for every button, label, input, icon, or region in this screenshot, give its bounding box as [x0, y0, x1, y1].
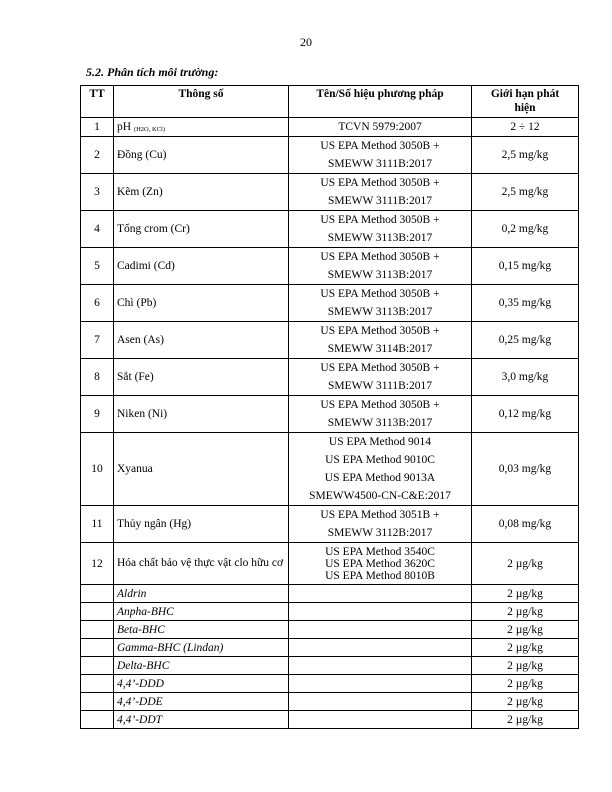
method-cell — [289, 211, 472, 248]
page-number: 20 — [300, 35, 312, 49]
header-limit-line: Giới hạn phát — [490, 88, 560, 100]
table-row — [81, 322, 579, 359]
method-line: US EPA Method 3540C — [325, 545, 435, 558]
sub-parameter-name: Aldrin — [114, 585, 289, 603]
row-number: 2 — [81, 137, 114, 174]
sub-row — [81, 675, 579, 693]
limit-cell: 0,03 mg/kg — [472, 433, 579, 506]
empty-cell — [289, 585, 472, 603]
table-row — [81, 396, 579, 433]
analysis-table — [80, 85, 579, 729]
method-line: US EPA Method 9014 — [328, 436, 432, 448]
table-row — [81, 543, 579, 585]
table-row — [81, 359, 579, 396]
sub-parameter-name: Delta-BHC — [114, 657, 289, 675]
method-line: SMEWW 3114B:2017 — [327, 343, 433, 355]
method-cell — [289, 359, 472, 396]
method-line: SMEWW4500-CN-C&E:2017 — [309, 490, 451, 502]
sub-parameter-name: 4,4’-DDE — [114, 693, 289, 711]
table-row — [81, 285, 579, 322]
method-line: US EPA Method 3050B + — [320, 177, 440, 189]
limit-cell: 0,08 mg/kg — [472, 506, 579, 543]
empty-cell — [289, 675, 472, 693]
parameter-subscript: (H2O, KCl) — [133, 126, 165, 133]
parameter-name: Xyanua — [114, 433, 289, 506]
limit-cell: 2 µg/kg — [472, 711, 579, 729]
method-line: US EPA Method 3050B + — [320, 140, 440, 152]
table-row — [81, 433, 579, 506]
method-line: US EPA Method 3050B + — [320, 288, 440, 300]
method-cell — [289, 118, 472, 137]
parameter-name: Đồng (Cu) — [114, 137, 289, 174]
empty-cell — [81, 585, 114, 603]
parameter-name: Kẽm (Zn) — [114, 174, 289, 211]
limit-cell: 3,0 mg/kg — [472, 359, 579, 396]
limit-cell: 2 µg/kg — [472, 657, 579, 675]
table-row — [81, 506, 579, 543]
row-number: 4 — [81, 211, 114, 248]
empty-cell — [289, 693, 472, 711]
method-line: US EPA Method 9010C — [325, 454, 435, 466]
method-cell — [289, 506, 472, 543]
method-line: US EPA Method 3050B + — [320, 399, 440, 411]
method-cell — [289, 137, 472, 174]
method-line: TCVN 5979:2007 — [338, 121, 422, 133]
method-line: US EPA Method 3051B + — [320, 509, 440, 521]
parameter-name: Chì (Pb) — [114, 285, 289, 322]
empty-cell — [81, 639, 114, 657]
limit-cell: 2 µg/kg — [472, 621, 579, 639]
table-row — [81, 248, 579, 285]
method-cell — [289, 543, 472, 585]
sub-row — [81, 621, 579, 639]
row-number: 11 — [81, 506, 114, 543]
method-cell — [289, 248, 472, 285]
method-line: US EPA Method 3050B + — [320, 251, 440, 263]
method-line: SMEWW 3111B:2017 — [327, 195, 433, 207]
parameter-name: Cadimi (Cd) — [114, 248, 289, 285]
row-number: 10 — [81, 433, 114, 506]
row-number: 12 — [81, 543, 114, 585]
row-number: 7 — [81, 322, 114, 359]
method-line: US EPA Method 3050B + — [320, 362, 440, 374]
empty-cell — [81, 711, 114, 729]
limit-cell: 0,2 mg/kg — [472, 211, 579, 248]
limit-cell: 2 µg/kg — [472, 675, 579, 693]
method-cell — [289, 396, 472, 433]
method-line: SMEWW 3113B:2017 — [327, 269, 433, 281]
parameter-name: Niken (Ni) — [114, 396, 289, 433]
header-method: Tên/Số hiệu phương pháp — [289, 86, 472, 118]
empty-cell — [81, 621, 114, 639]
parameter-name: Tổng crom (Cr) — [114, 211, 289, 248]
table-row — [81, 174, 579, 211]
limit-cell: 2,5 mg/kg — [472, 174, 579, 211]
limit-cell: 0,12 mg/kg — [472, 396, 579, 433]
limit-cell: 2 ÷ 12 — [472, 118, 579, 137]
row-number: 5 — [81, 248, 114, 285]
limit-cell: 2,5 mg/kg — [472, 137, 579, 174]
header-limit — [472, 86, 579, 118]
row-number: 9 — [81, 396, 114, 433]
row-number: 8 — [81, 359, 114, 396]
method-line: US EPA Method 9013A — [324, 472, 436, 484]
empty-cell — [289, 639, 472, 657]
parameter-name: pH — [117, 121, 132, 133]
parameter-name: Thủy ngân (Hg) — [114, 506, 289, 543]
method-line: SMEWW 3113B:2017 — [327, 417, 433, 429]
method-line: SMEWW 3112B:2017 — [327, 527, 433, 539]
method-cell — [289, 322, 472, 359]
sub-parameter-name: 4,4’-DDD — [114, 675, 289, 693]
method-line: SMEWW 3111B:2017 — [327, 380, 433, 392]
method-cell — [289, 174, 472, 211]
sub-row — [81, 639, 579, 657]
method-line: US EPA Method 8010B — [325, 569, 435, 582]
limit-cell: 0,35 mg/kg — [472, 285, 579, 322]
sub-parameter-name: Gamma-BHC (Lindan) — [114, 639, 289, 657]
row-number: 3 — [81, 174, 114, 211]
sub-row — [81, 711, 579, 729]
sub-row — [81, 585, 579, 603]
sub-parameter-name: Beta-BHC — [114, 621, 289, 639]
empty-cell — [81, 603, 114, 621]
limit-cell: 2 µg/kg — [472, 603, 579, 621]
empty-cell — [81, 657, 114, 675]
empty-cell — [289, 657, 472, 675]
method-line: US EPA Method 3620C — [325, 557, 435, 570]
section-title: 5.2. Phân tích môi trường: — [86, 65, 219, 79]
method-line: US EPA Method 3050B + — [320, 325, 440, 337]
header-limit-line: hiện — [514, 102, 536, 114]
table-header-row — [81, 86, 579, 118]
method-line: SMEWW 3113B:2017 — [327, 232, 433, 244]
empty-cell — [81, 675, 114, 693]
table-row — [81, 137, 579, 174]
method-line: SMEWW 3111B:2017 — [327, 158, 433, 170]
limit-cell: 0,25 mg/kg — [472, 322, 579, 359]
parameter-name: Sắt (Fe) — [114, 359, 289, 396]
empty-cell — [289, 603, 472, 621]
limit-cell: 2 µg/kg — [472, 693, 579, 711]
empty-cell — [81, 693, 114, 711]
header-tt: TT — [81, 86, 114, 118]
sub-parameter-name: 4,4’-DDT — [114, 711, 289, 729]
parameter-name: Asen (As) — [114, 322, 289, 359]
limit-cell: 2 µg/kg — [472, 543, 579, 585]
parameter-name: Hóa chất bảo vệ thực vật clo hữu cơ — [114, 543, 289, 585]
empty-cell — [289, 621, 472, 639]
method-cell — [289, 285, 472, 322]
row-number: 1 — [81, 118, 114, 137]
table-row — [81, 211, 579, 248]
parameter-cell — [114, 118, 289, 137]
sub-row — [81, 657, 579, 675]
header-param: Thông số — [114, 86, 289, 118]
method-cell — [289, 433, 472, 506]
limit-cell: 2 µg/kg — [472, 639, 579, 657]
sub-row — [81, 693, 579, 711]
sub-parameter-name: Anpha-BHC — [114, 603, 289, 621]
limit-cell: 2 µg/kg — [472, 585, 579, 603]
table-row — [81, 118, 579, 137]
empty-cell — [289, 711, 472, 729]
sub-row — [81, 603, 579, 621]
limit-cell: 0,15 mg/kg — [472, 248, 579, 285]
method-line: US EPA Method 3050B + — [320, 214, 440, 226]
method-line: SMEWW 3113B:2017 — [327, 306, 433, 318]
row-number: 6 — [81, 285, 114, 322]
